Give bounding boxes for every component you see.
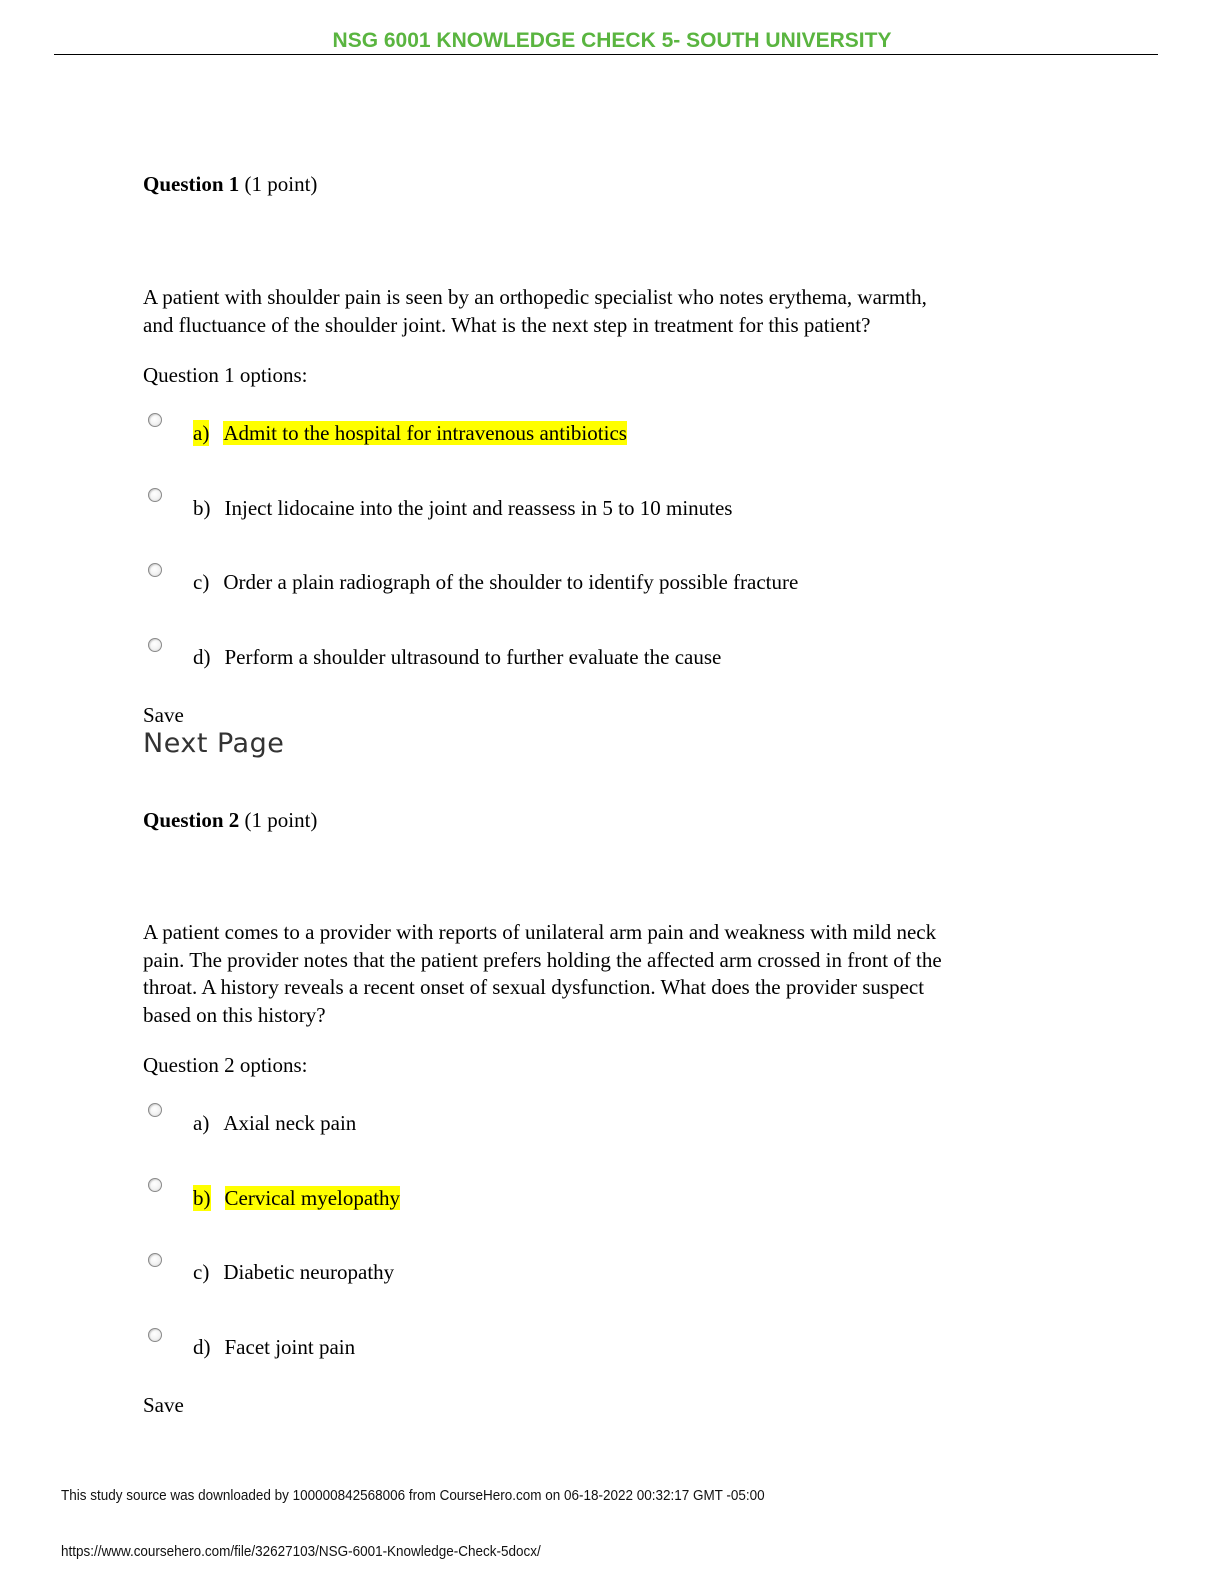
question-1-heading bbox=[143, 171, 317, 197]
question-2-option-a[interactable] bbox=[193, 1110, 356, 1136]
option-text: Order a plain radiograph of the shoulder to identify possible fracture bbox=[223, 570, 799, 594]
question-1-text-line: and fluctuance of the shoulder joint. What is the next step in treatment for this patient? bbox=[143, 312, 871, 337]
option-letter: d) bbox=[193, 1335, 211, 1359]
question-1-option-b-radio[interactable] bbox=[148, 488, 162, 502]
question-1-option-c-radio[interactable] bbox=[148, 563, 162, 577]
option-text: Inject lidocaine into the joint and reassess in 5 to 10 minutes bbox=[224, 496, 733, 520]
option-text: Cervical myelopathy bbox=[224, 1186, 401, 1210]
question-2-option-c[interactable] bbox=[193, 1259, 394, 1285]
question-2-option-d[interactable] bbox=[193, 1334, 355, 1360]
question-2-heading bbox=[143, 807, 317, 833]
question-2-save-button[interactable]: Save bbox=[143, 1393, 184, 1417]
download-source-note: This study source was downloaded by 100000842568006 from CourseHero.com on 06-18-2022 00:32:17 GMT -05:00 bbox=[61, 1488, 765, 1504]
source-url-link[interactable]: https://www.coursehero.com/file/32627103/NSG-6001-Knowledge-Check-5docx/ bbox=[61, 1544, 541, 1560]
question-1-option-d[interactable] bbox=[193, 644, 721, 670]
option-text: Perform a shoulder ultrasound to further evaluate the cause bbox=[224, 645, 722, 669]
question-2-text bbox=[143, 919, 1063, 1029]
option-letter: c) bbox=[193, 570, 210, 594]
question-1-option-c[interactable] bbox=[193, 569, 798, 595]
question-1-points: (1 point) bbox=[244, 172, 318, 196]
question-1-option-d-radio[interactable] bbox=[148, 638, 162, 652]
question-2-option-a-radio[interactable] bbox=[148, 1103, 162, 1117]
question-2-option-c-radio[interactable] bbox=[148, 1253, 162, 1267]
question-1-option-a[interactable] bbox=[193, 420, 627, 446]
question-2-option-b[interactable] bbox=[193, 1185, 400, 1211]
question-2-option-d-radio[interactable] bbox=[148, 1328, 162, 1342]
question-2-text-line: A patient comes to a provider with reports of unilateral arm pain and weakness with mild neck bbox=[143, 920, 937, 944]
option-text: Diabetic neuropathy bbox=[223, 1260, 395, 1284]
option-text: Axial neck pain bbox=[223, 1111, 357, 1135]
option-letter: b) bbox=[193, 1186, 211, 1210]
option-letter: d) bbox=[193, 645, 211, 669]
question-2-label: Question 2 bbox=[143, 808, 240, 832]
header-divider bbox=[54, 54, 1158, 55]
option-letter: c) bbox=[193, 1260, 210, 1284]
document-title: NSG 6001 KNOWLEDGE CHECK 5- SOUTH UNIVERSITY bbox=[332, 29, 892, 52]
question-2-text-line: pain. The provider notes that the patient prefers holding the affected arm crossed in front of the bbox=[143, 947, 942, 972]
question-1-text bbox=[143, 284, 1063, 339]
question-2-points: (1 point) bbox=[244, 808, 318, 832]
question-1-text-line: A patient with shoulder pain is seen by an orthopedic specialist who notes erythema, warmth, bbox=[143, 285, 927, 309]
question-1-label: Question 1 bbox=[143, 172, 240, 196]
question-2-option-b-radio[interactable] bbox=[148, 1178, 162, 1192]
question-2-options-label: Question 2 options: bbox=[143, 1053, 308, 1077]
question-1-option-a-radio[interactable] bbox=[148, 413, 162, 427]
option-letter: b) bbox=[193, 496, 211, 520]
question-1-save-button[interactable]: Save bbox=[143, 703, 184, 727]
question-1-options-label: Question 1 options: bbox=[143, 363, 308, 387]
question-2-text-line: throat. A history reveals a recent onset of sexual dysfunction. What does the provider suspect bbox=[143, 975, 925, 999]
option-text: Admit to the hospital for intravenous antibiotics bbox=[223, 421, 627, 445]
question-1-option-b[interactable] bbox=[193, 495, 732, 521]
question-2-text-line: based on this history? bbox=[143, 1002, 326, 1027]
option-letter: a) bbox=[193, 421, 210, 445]
option-letter: a) bbox=[193, 1111, 210, 1135]
option-text: Facet joint pain bbox=[224, 1335, 356, 1359]
next-page-button[interactable]: Next Page bbox=[143, 728, 285, 759]
